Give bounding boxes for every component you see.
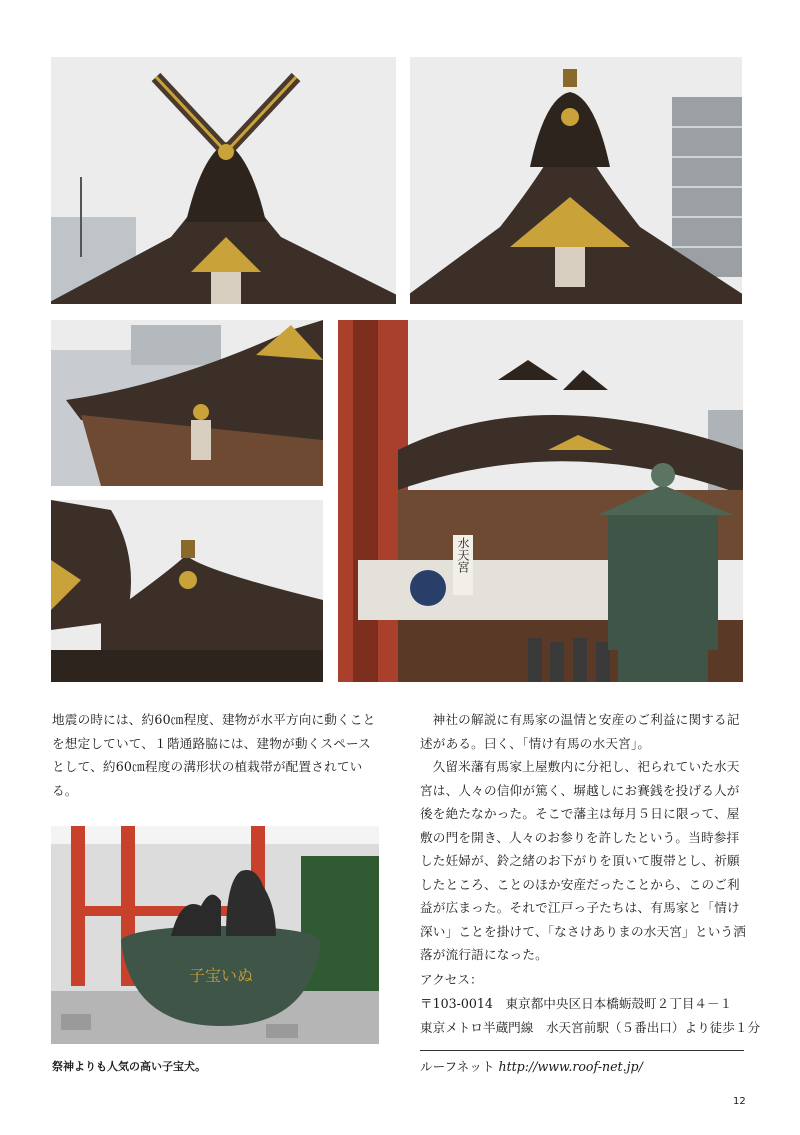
- right-paragraph-2: 久留米藩有馬家上屋敷内に分祀し、祀られていた水天宮は、人々の信仰が篤く、塀越しにお賽銭を投げる人が後を絶たなかった。そこで藩主は毎月５日に限って、屋敷の門を開き、人々のお参りを許したという。当時参拝した妊婦が、鈴之緒のお下がりを頂いて腹帯とし、祈願したところ、ことのほか安産だったことから、このご利益が広まった。それで江戸っ子たちは、有馬家と「情け深い」ことを掛けて、「なさけありまの水天宮」という洒落が流行語になった。: [420, 759, 747, 962]
- access-block: [420, 968, 760, 1040]
- page-number: 12: [733, 1096, 746, 1107]
- access-address: 〒103-0014 東京都中央区日本橋蛎殻町２丁目４－１: [420, 996, 733, 1011]
- photo-shrine-hall: [338, 320, 743, 682]
- photo-ridge-detail: [51, 500, 323, 682]
- access-label: アクセス：: [420, 972, 483, 987]
- photo-kodakara-inu: [51, 826, 379, 1044]
- shrine-sign: 水天宮: [456, 537, 470, 573]
- left-paragraph: 地震の時には、約60㎝程度、建物が水平方向に動くことを想定していて、１階通路脇には、建物が動くスペースとして、約60㎝程度の溝形状の植栽帯が配置されている。: [52, 712, 376, 798]
- photo-eave-corner: [51, 320, 323, 486]
- roofnet-footer: [420, 1056, 643, 1075]
- left-body-text: [52, 708, 382, 802]
- photo-caption: 祭神よりも人気の高い子宝犬。: [52, 1060, 206, 1073]
- right-body-text: [420, 708, 750, 967]
- photo-roof-ridge: [410, 57, 742, 304]
- footer-divider: [420, 1050, 744, 1051]
- photo-roof-chigi: [51, 57, 396, 304]
- roofnet-label: ルーフネット: [420, 1059, 495, 1074]
- access-station: 東京メトロ半蔵門線 水天宮前駅（５番出口）より徒歩１分: [420, 1020, 761, 1035]
- statue-inscription: 子宝いぬ: [188, 966, 254, 985]
- roofnet-url[interactable]: http://www.roof-net.jp/: [498, 1059, 643, 1074]
- right-paragraph-1: 神社の解説に有馬家の温情と安産のご利益に関する記述がある。曰く、「情け有馬の水天宮」。: [420, 712, 740, 751]
